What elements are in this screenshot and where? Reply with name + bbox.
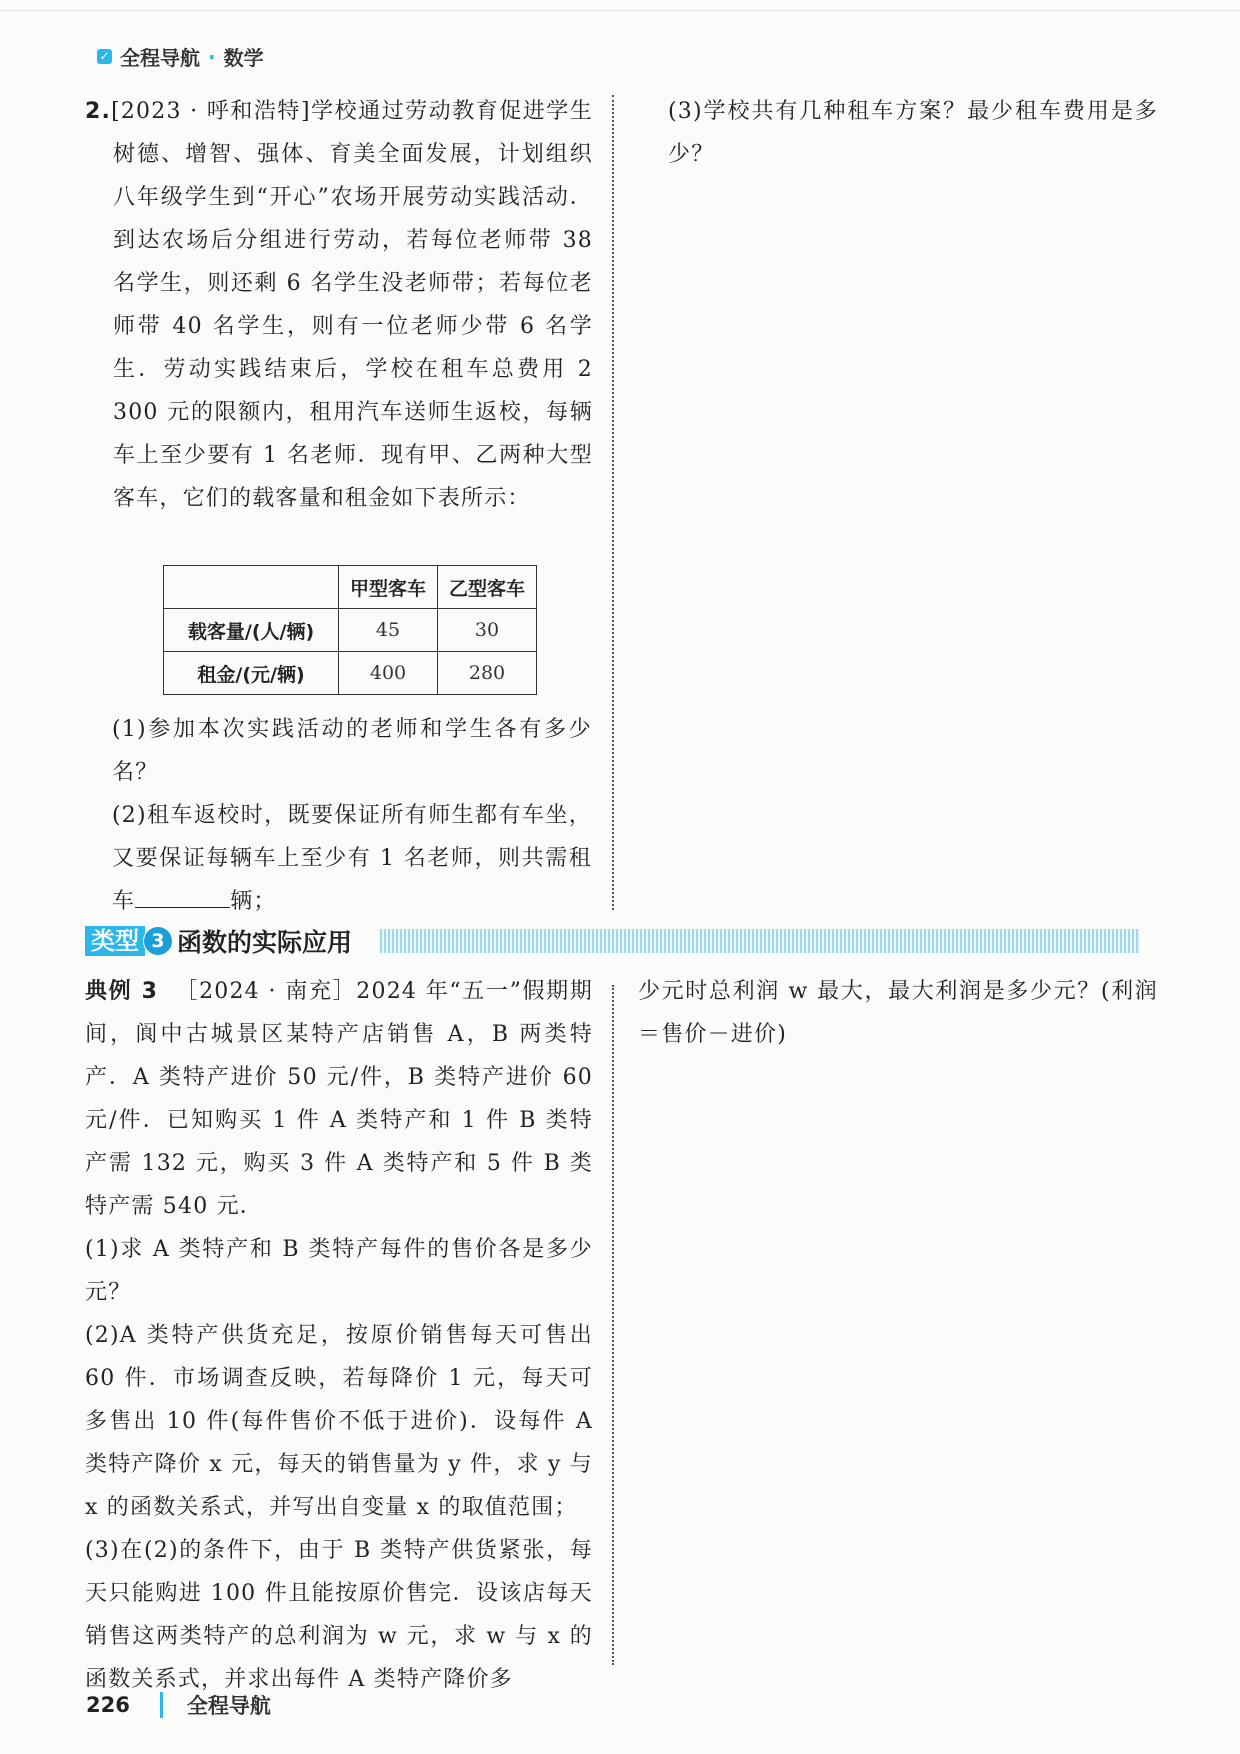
cell-rent-a: 400 — [339, 652, 438, 695]
cell-rent-b: 280 — [438, 652, 537, 695]
row-label-capacity: 载客量/(人/辆) — [164, 609, 339, 652]
problem-number: 2. — [85, 99, 112, 124]
table-corner-cell — [164, 566, 339, 609]
example-intro-text: ［2024 · 南充］2024 年“五一”假期期间，阆中古城景区某特产店销售 A，B 两类特产．A 类特产进价 50 元/件，B 类特产进价 60 元/件．已知购买 1 件 A 类特产和 1 件 B 类特产需 132 元，购买 3 件 A 类特产和 5 件 B 类特产需 540 元． — [85, 979, 593, 1219]
row-label-rent: 租金/(元/辆) — [164, 652, 339, 695]
example-3-continued — [638, 970, 1158, 1056]
problem-2 — [85, 90, 593, 520]
header-separator: · — [208, 44, 216, 69]
page-header — [97, 42, 264, 71]
column-divider-top — [612, 95, 614, 910]
question-2-suffix: 辆； — [230, 889, 277, 914]
example-question-3: (3)在(2)的条件下，由于 B 类特产供货紧张，每天只能购进 100 件且能按原价售完．设该店每天销售这两类特产的总利润为 w 元，求 w 与 x 的函数关系式，并求出每件 A 类特产降价多 — [85, 1538, 593, 1692]
cell-capacity-a: 45 — [339, 609, 438, 652]
page-number: 226 — [86, 1693, 130, 1717]
section-stripe-decoration — [380, 929, 1140, 953]
fare-table — [163, 565, 537, 695]
type-section-header — [85, 926, 352, 956]
page-footer — [86, 1690, 271, 1720]
type-label: 类型 — [85, 926, 145, 956]
cell-capacity-b: 30 — [438, 609, 537, 652]
example-question-1: (1)求 A 类特产和 B 类特产每件的售价各是多少元？ — [85, 1237, 593, 1305]
problem-2-subquestions — [112, 708, 592, 923]
question-3: (3)学校共有几种租车方案？最少租车费用是多少？ — [668, 99, 1158, 167]
answer-blank[interactable] — [135, 881, 230, 908]
question-2-text: (2)租车返校时，既要保证所有师生都有车坐，又要保证每辆车上至少有 1 名老师，则共需租车 — [112, 803, 592, 914]
column-divider-bottom — [612, 985, 614, 1665]
check-icon: ✓ — [97, 49, 112, 64]
footer-divider — [160, 1692, 163, 1718]
header-title: 全程导航 — [120, 46, 200, 70]
top-rule — [0, 10, 1240, 11]
type-title: 函数的实际应用 — [177, 928, 353, 957]
example-intro — [85, 970, 593, 1228]
footer-book-name: 全程导航 — [186, 1694, 271, 1718]
example-question-2: (2)A 类特产供货充足，按原价销售每天可售出 60 件．市场调查反映，若每降价 1 元，每天可多售出 10 件(每件售价不低于进价)．设每件 A 类特产降价 x 元，每天的销售量为 y 件，求 y 与 x 的函数关系式，并写出自变量 x 的取值范围； — [85, 1323, 593, 1520]
col-header-type-a: 甲型客车 — [339, 566, 438, 609]
example-3 — [85, 970, 593, 1701]
example-label: 典例 3 — [85, 979, 159, 1004]
problem-2-question-3 — [668, 90, 1158, 176]
question-1: (1)参加本次实践活动的老师和学生各有多少名？ — [112, 717, 592, 785]
col-header-type-b: 乙型客车 — [438, 566, 537, 609]
table-header-row — [164, 566, 537, 609]
table-row — [164, 652, 537, 695]
header-subject: 数学 — [223, 46, 264, 70]
example-question-3-continued: 少元时总利润 w 最大，最大利润是多少元？(利润＝售价－进价) — [638, 979, 1158, 1047]
problem-text: [2023 · 呼和浩特]学校通过劳动教育促进学生树德、增智、强体、育美全面发展，计划组织八年级学生到“开心”农场开展劳动实践活动．到达农场后分组进行劳动，若每位老师带 38 名学生，则还剩 6 名学生没老师带；若每位老师带 40 名学生，则有一位老师少带 6 名学生．劳动实践结束后，学校在租车总费用 2 300 元的限额内，租用汽车送师生返校，每辆车上至少要有 1 名老师．现有甲、乙两种大型客车，它们的载客量和租金如下表所示： — [111, 99, 593, 511]
question-2 — [112, 794, 592, 923]
table-row — [164, 609, 537, 652]
type-number-badge: 3 — [143, 926, 173, 956]
